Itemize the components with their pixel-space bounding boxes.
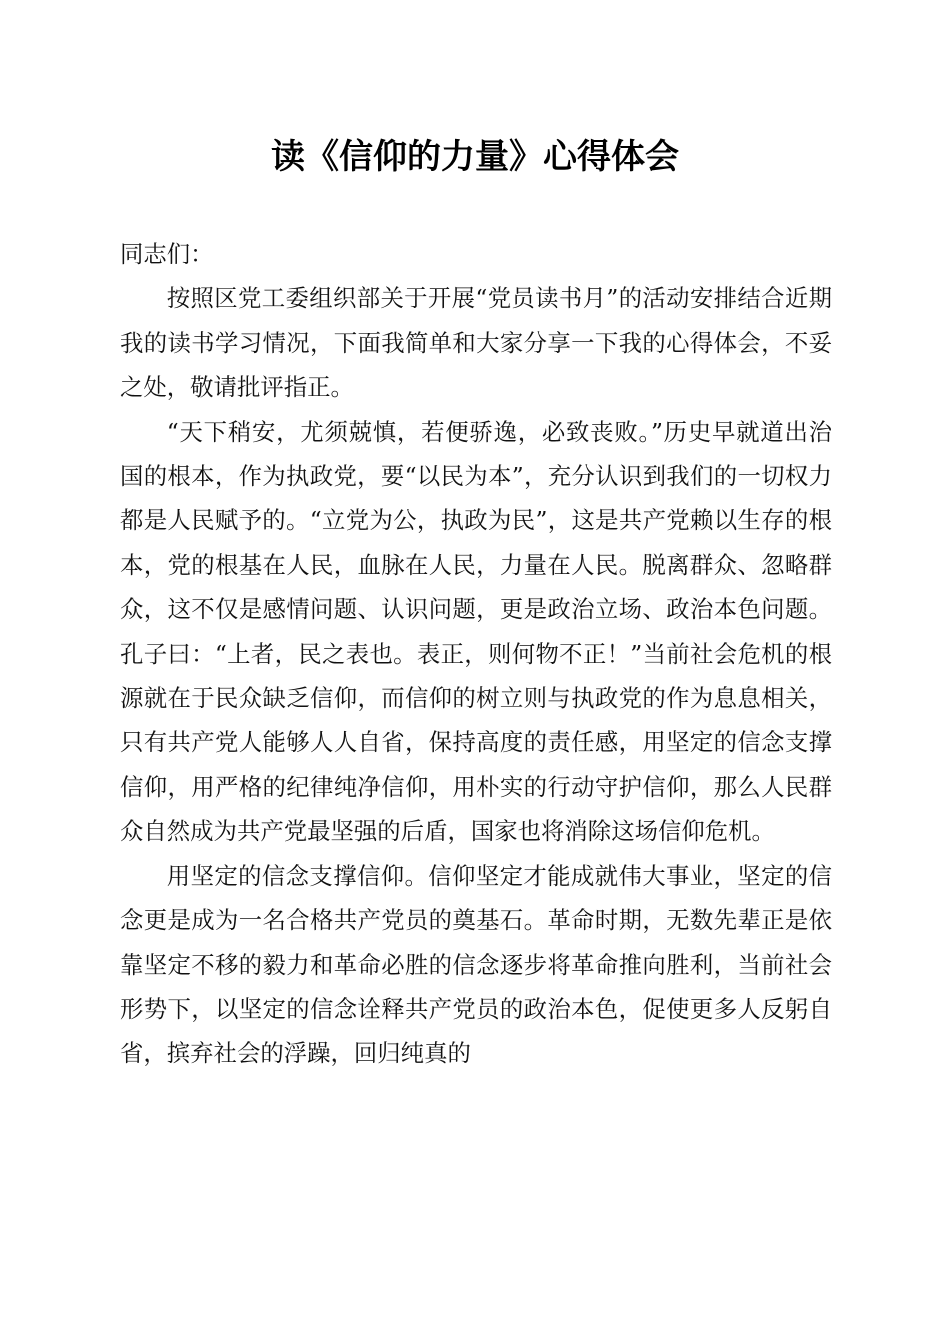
paragraph-intro: 按照区党工委组织部关于开展“党员读书月”的活动安排结合近期我的读书学习情况，下面我简单和大家分享一下我的心得体会，不妥之处，敬请批评指正。 [120,284,832,402]
document-body [120,232,832,1076]
document-title: 读《信仰的力量》心得体会 [271,137,679,177]
paragraph-people-foundation: “天下稍安，尤须兢慎，若便骄逸，必致丧败。”历史早就道出治国的根本，作为执政党，要“以民为本”，充分认识到我们的一切权力都是人民赋予的。“立党为公，执政为民”，这是共产党赖以生存的根本，党的根基在人民，血脉在人民，力量在人民。脱离群众、忽略群众，这不仅是感情问题、认识问题，更是政治立场、政治本色问题。孔子曰：“上者，民之表也。表正，则何物不正！”当前社会危机的根源就在于民众缺乏信仰，而信仰的树立则与执政党的作为息息相关，只有共产党人能够人人自省，保持高度的责任感，用坚定的信念支撑信仰，用严格的纪律纯净信仰，用朴实的行动守护信仰，那么人民群众自然成为共产党最坚强的后盾，国家也将消除这场信仰危机。 [120,417,832,846]
paragraph-firm-belief: 用坚定的信念支撑信仰。信仰坚定才能成就伟大事业，坚定的信念更是成为一名合格共产党员的奠基石。革命时期，无数先辈正是依靠坚定不移的毅力和革命必胜的信念逐步将革命推向胜利，当前社会形势下，以坚定的信念诠释共产党员的政治本色，促使更多人反躬自省，摈弃社会的浮躁，回归纯真的 [120,861,832,1068]
salutation: 同志们： [120,240,214,268]
